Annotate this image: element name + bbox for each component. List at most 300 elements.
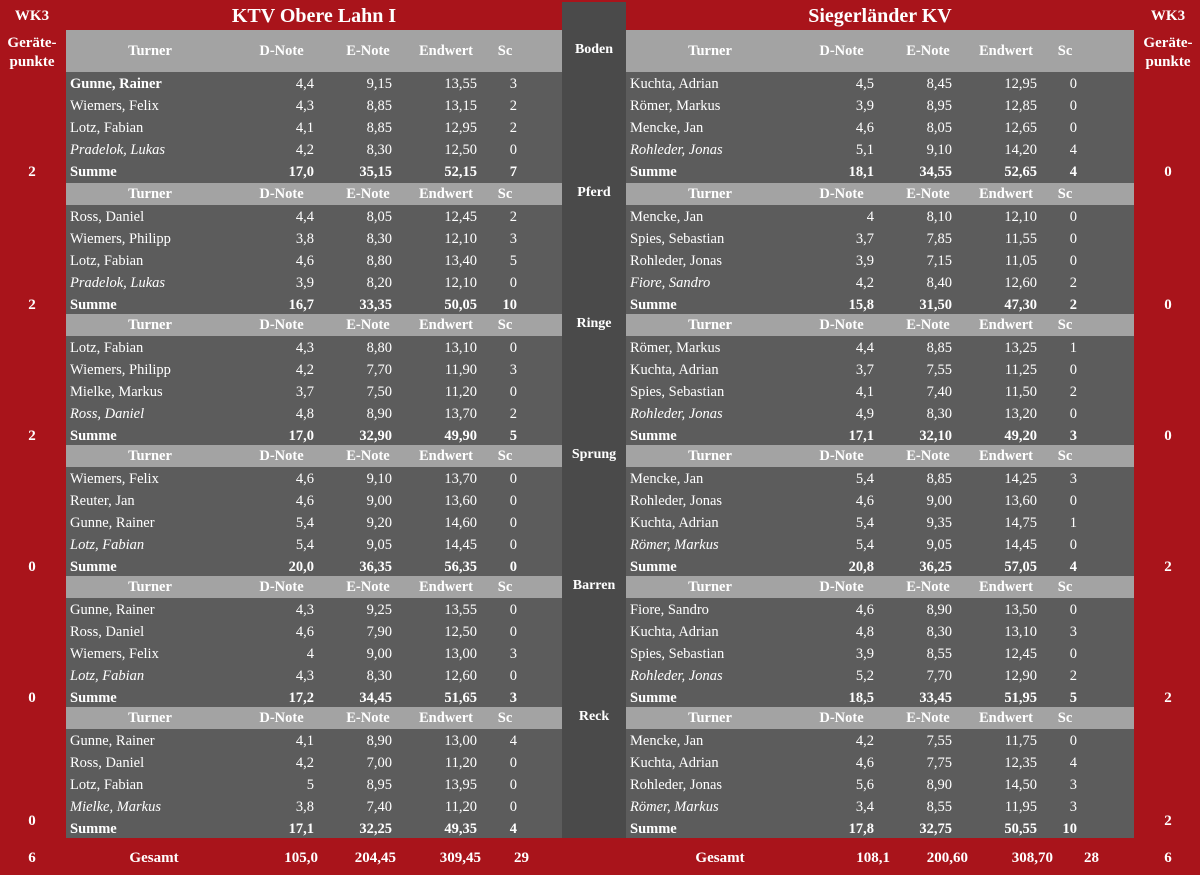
table-row [626,730,1134,752]
e-note-value: 8,55 [926,798,952,815]
table-row [66,599,562,621]
total-d-left: 105,0 [284,850,318,866]
summe-sc: 10 [502,296,517,313]
sc-value: 0 [1069,732,1077,749]
table-row [626,643,1134,665]
summe-e-note: 36,35 [359,558,392,575]
endwert-value: 12,10 [1004,208,1037,225]
sc-value: 0 [509,470,517,487]
apparatus-name: Sprung [571,447,617,462]
sc-value: 0 [509,536,517,553]
column-header-sc: Sc [1057,316,1073,333]
table-row [626,73,1134,95]
gymnast-name: Rohleder, Jonas [630,141,723,158]
column-header-turner: Turner [128,185,172,202]
e-note-value: 7,90 [366,623,392,640]
d-note-value: 3,7 [855,361,874,378]
gymnast-name: Römer, Markus [630,536,719,553]
column-header-e-note: E-Note [346,42,390,59]
e-note-value: 9,00 [366,645,392,662]
summe-label: Summe [630,163,677,180]
sc-value: 0 [1069,230,1077,247]
e-note-value: 8,55 [926,645,952,662]
column-header-turner: Turner [128,316,172,333]
table-row [66,512,562,534]
sc-value: 5 [509,252,517,269]
e-note-value: 9,00 [366,492,392,509]
geraetepunkte-line2: punkte [1145,54,1191,70]
geraetepunkte-label-right [1136,34,1200,72]
sc-value: 4 [509,732,517,749]
endwert-value: 11,50 [1004,383,1037,400]
sc-value: 2 [1069,274,1077,291]
table-row [626,665,1134,687]
d-note-value: 5,4 [855,470,874,487]
sc-value: 0 [1069,492,1077,509]
table-row [626,403,1134,425]
gymnast-name: Gunne, Rainer [70,75,162,92]
gymnast-name: Kuchta, Adrian [630,623,719,640]
endwert-value: 12,10 [444,274,477,291]
sc-value: 3 [1069,798,1077,815]
summe-d-note: 18,1 [848,163,874,180]
total-points-left: 6 [28,850,36,866]
e-note-value: 8,40 [926,274,952,291]
table-row [66,228,562,250]
column-header-sc: Sc [497,42,513,59]
endwert-value: 13,55 [444,75,477,92]
gymnast-name: Mencke, Jan [630,119,704,136]
endwert-value: 12,95 [444,119,477,136]
gymnast-name: Reuter, Jan [70,492,135,509]
summe-row [66,294,562,316]
d-note-value: 3,7 [295,383,314,400]
column-header-d-note: D-Note [259,42,304,59]
column-header-e-note: E-Note [906,42,950,59]
endwert-value: 14,60 [444,514,477,531]
endwert-value: 11,20 [444,754,477,771]
endwert-value: 13,60 [444,492,477,509]
gymnast-name: Wiemers, Felix [70,97,159,114]
e-note-value: 7,55 [926,361,952,378]
table-row [66,139,562,161]
column-header-endwert: Endwert [979,447,1033,464]
d-note-value: 4,1 [295,732,314,749]
d-note-value: 4 [866,208,874,225]
d-note-value: 4,2 [295,361,314,378]
table-row [626,534,1134,556]
sc-value: 3 [1069,470,1077,487]
geraetepunkte-left: 0 [28,690,36,706]
column-header-d-note: D-Note [819,316,864,333]
column-header-sc: Sc [497,578,513,595]
sc-value: 0 [1069,119,1077,136]
column-header-e-note: E-Note [346,316,390,333]
gymnast-name: Fiore, Sandro [630,601,709,618]
summe-e-note: 36,25 [919,558,952,575]
column-header-d-note: D-Note [819,42,864,59]
d-note-value: 3,9 [295,274,314,291]
sc-value: 0 [509,141,517,158]
table-header-row [66,576,562,598]
summe-sc: 10 [1062,820,1077,837]
summe-endwert: 51,95 [1004,689,1037,706]
table-row [66,73,562,95]
sc-value: 0 [1069,405,1077,422]
summe-d-note: 17,8 [848,820,874,837]
table-header-row [626,707,1134,729]
summe-e-note: 35,15 [359,163,392,180]
e-note-value: 8,95 [366,776,392,793]
e-note-value: 8,85 [366,119,392,136]
gymnast-name: Gunne, Rainer [70,601,155,618]
sc-value: 0 [509,601,517,618]
d-note-value: 4,6 [855,492,874,509]
sc-value: 0 [1069,601,1077,618]
table-header-row [66,314,562,336]
endwert-value: 12,35 [1004,754,1037,771]
table-row [626,599,1134,621]
e-note-value: 7,75 [926,754,952,771]
summe-endwert: 49,20 [1004,427,1037,444]
sc-value: 0 [509,383,517,400]
endwert-value: 11,90 [444,361,477,378]
e-note-value: 8,90 [926,601,952,618]
sc-value: 3 [1069,776,1077,793]
summe-d-note: 17,1 [848,427,874,444]
endwert-value: 13,55 [444,601,477,618]
endwert-value: 12,85 [1004,97,1037,114]
sc-value: 0 [1069,75,1077,92]
geraetepunkte-right: 0 [1164,428,1172,444]
sc-value: 0 [509,623,517,640]
table-row [66,250,562,272]
d-note-value: 4,4 [855,339,874,356]
gymnast-name: Gunne, Rainer [70,732,155,749]
column-header-turner: Turner [688,578,732,595]
endwert-value: 11,20 [444,383,477,400]
sc-value: 3 [1069,623,1077,640]
summe-sc: 7 [509,163,517,180]
summe-row [626,556,1134,578]
summe-e-note: 31,50 [919,296,952,313]
table-header-row [626,445,1134,467]
endwert-value: 13,00 [444,645,477,662]
summe-endwert: 49,90 [444,427,477,444]
column-header-turner: Turner [128,709,172,726]
e-note-value: 9,10 [366,470,392,487]
table-row [626,95,1134,117]
e-note-value: 7,40 [366,798,392,815]
total-w-left: 309,45 [439,850,481,866]
gymnast-name: Kuchta, Adrian [630,754,719,771]
e-note-value: 7,00 [366,754,392,771]
summe-label: Summe [70,427,117,444]
team-name-right: Siegerländer KV [808,5,952,27]
endwert-value: 14,50 [1004,776,1037,793]
table-header-row [66,183,562,205]
d-note-value: 3,7 [855,230,874,247]
apparatus-table-right [626,314,1134,445]
gymnast-name: Wiemers, Philipp [70,361,171,378]
d-note-value: 4,3 [295,601,314,618]
table-row [626,512,1134,534]
endwert-value: 13,70 [444,470,477,487]
gymnast-name: Mencke, Jan [630,470,704,487]
summe-d-note: 20,0 [288,558,314,575]
summe-endwert: 52,15 [444,163,477,180]
table-row [626,359,1134,381]
sc-value: 0 [1069,645,1077,662]
endwert-value: 13,95 [444,776,477,793]
endwert-value: 11,75 [1004,732,1037,749]
endwert-value: 14,25 [1004,470,1037,487]
e-note-value: 9,15 [366,75,392,92]
endwert-value: 14,45 [444,536,477,553]
d-note-value: 4,6 [855,754,874,771]
table-row [66,796,562,818]
e-note-value: 8,30 [366,141,392,158]
e-note-value: 8,85 [366,97,392,114]
d-note-value: 4,3 [295,97,314,114]
d-note-value: 3,4 [855,798,874,815]
table-header-row [66,707,562,729]
column-header-d-note: D-Note [259,709,304,726]
total-points-right: 6 [1164,850,1172,866]
gymnast-name: Mencke, Jan [630,208,704,225]
apparatus-table-left [66,576,562,707]
e-note-value: 8,30 [926,405,952,422]
summe-d-note: 16,7 [288,296,314,313]
total-e-left: 204,45 [354,850,396,866]
column-header-turner: Turner [128,578,172,595]
summe-d-note: 17,0 [288,163,314,180]
column-header-sc: Sc [1057,578,1073,595]
column-header-e-note: E-Note [906,447,950,464]
table-row [626,381,1134,403]
apparatus-name: Barren [572,578,616,593]
gymnast-name: Spies, Sebastian [630,645,725,662]
d-note-value: 5,4 [295,514,314,531]
sc-value: 0 [509,798,517,815]
geraetepunkte-left: 2 [28,164,36,180]
endwert-value: 13,15 [444,97,477,114]
column-header-turner: Turner [128,447,172,464]
column-header-turner: Turner [688,316,732,333]
gymnast-name: Lotz, Fabian [70,776,144,793]
gymnast-name: Lotz, Fabian [70,252,144,269]
wk-label-left: WK3 [14,8,50,24]
sc-value: 2 [1069,383,1077,400]
wk-label-right: WK3 [1150,8,1186,24]
endwert-value: 12,60 [1004,274,1037,291]
column-header-endwert: Endwert [419,578,473,595]
column-header-turner: Turner [688,447,732,464]
summe-row [66,687,562,709]
d-note-value: 4,6 [295,470,314,487]
e-note-value: 7,55 [926,732,952,749]
column-header-endwert: Endwert [979,42,1033,59]
endwert-value: 13,10 [444,339,477,356]
table-row [626,774,1134,796]
gymnast-name: Mielke, Markus [70,798,161,815]
d-note-value: 4,1 [295,119,314,136]
endwert-value: 12,65 [1004,119,1037,136]
column-header-sc: Sc [497,185,513,202]
d-note-value: 4,2 [295,141,314,158]
gymnast-name: Kuchta, Adrian [630,361,719,378]
geraetepunkte-right: 2 [1164,813,1172,829]
geraetepunkte-right: 0 [1164,164,1172,180]
column-header-e-note: E-Note [346,578,390,595]
sc-value: 3 [509,645,517,662]
e-note-value: 8,20 [366,274,392,291]
d-note-value: 4,8 [855,623,874,640]
apparatus-name: Ringe [576,316,612,331]
sc-value: 3 [509,230,517,247]
gymnast-name: Rohleder, Jonas [630,667,723,684]
e-note-value: 8,45 [926,75,952,92]
geraetepunkte-left: 0 [28,559,36,575]
sc-value: 0 [509,514,517,531]
d-note-value: 5 [306,776,314,793]
endwert-value: 12,50 [444,623,477,640]
summe-label: Summe [70,820,117,837]
summe-d-note: 20,8 [848,558,874,575]
column-header-endwert: Endwert [979,185,1033,202]
column-header-sc: Sc [497,447,513,464]
d-note-value: 4,2 [855,274,874,291]
total-w-right: 308,70 [1011,850,1053,866]
table-row [66,117,562,139]
summe-row [626,425,1134,447]
column-header-sc: Sc [1057,447,1073,464]
column-header-turner: Turner [688,185,732,202]
sc-value: 2 [509,208,517,225]
column-header-d-note: D-Note [259,316,304,333]
column-header-endwert: Endwert [979,316,1033,333]
gymnast-name: Kuchta, Adrian [630,514,719,531]
column-header-e-note: E-Note [906,709,950,726]
d-note-value: 5,1 [855,141,874,158]
d-note-value: 4,2 [295,754,314,771]
column-header-endwert: Endwert [419,42,473,59]
summe-endwert: 50,05 [444,296,477,313]
table-row [626,228,1134,250]
sc-value: 0 [1069,361,1077,378]
column-header-e-note: E-Note [906,578,950,595]
table-row [66,337,562,359]
sc-value: 0 [509,339,517,356]
geraetepunkte-left: 0 [28,813,36,829]
summe-row [626,818,1134,840]
endwert-value: 14,20 [1004,141,1037,158]
d-note-value: 4,4 [295,75,314,92]
column-header-e-note: E-Note [346,185,390,202]
geraetepunkte-line1: Geräte- [7,35,57,51]
column-header-turner: Turner [688,42,732,59]
summe-e-note: 33,45 [919,689,952,706]
e-note-value: 8,05 [926,119,952,136]
sc-value: 2 [509,405,517,422]
gymnast-name: Römer, Markus [630,798,719,815]
d-note-value: 4,6 [855,601,874,618]
e-note-value: 9,05 [926,536,952,553]
endwert-value: 12,45 [444,208,477,225]
column-header-turner: Turner [128,42,172,59]
e-note-value: 8,80 [366,339,392,356]
table-row [626,272,1134,294]
d-note-value: 4,6 [295,492,314,509]
e-note-value: 7,85 [926,230,952,247]
table-row [626,139,1134,161]
geraetepunkte-right: 2 [1164,690,1172,706]
summe-label: Summe [70,163,117,180]
table-row [66,774,562,796]
table-row [66,272,562,294]
e-note-value: 9,25 [366,601,392,618]
summe-endwert: 51,65 [444,689,477,706]
column-header-d-note: D-Note [819,185,864,202]
d-note-value: 4,8 [295,405,314,422]
e-note-value: 9,00 [926,492,952,509]
d-note-value: 5,2 [855,667,874,684]
d-note-value: 5,4 [295,536,314,553]
apparatus-table-left [66,183,562,314]
endwert-value: 13,60 [1004,492,1037,509]
column-header-endwert: Endwert [419,709,473,726]
sc-value: 0 [1069,536,1077,553]
column-header-endwert: Endwert [979,578,1033,595]
table-row [66,643,562,665]
table-row [66,468,562,490]
table-row [626,337,1134,359]
summe-endwert: 56,35 [444,558,477,575]
table-row [66,621,562,643]
column-header-e-note: E-Note [906,185,950,202]
e-note-value: 8,90 [926,776,952,793]
endwert-value: 12,50 [444,141,477,158]
table-row [626,117,1134,139]
summe-sc: 3 [509,689,517,706]
e-note-value: 7,70 [926,667,952,684]
d-note-value: 3,9 [855,252,874,269]
summe-endwert: 52,65 [1004,163,1037,180]
summe-sc: 5 [509,427,517,444]
table-header-row [626,314,1134,336]
summe-d-note: 18,5 [848,689,874,706]
d-note-value: 4,2 [855,732,874,749]
gymnast-name: Wiemers, Felix [70,470,159,487]
sc-value: 0 [509,492,517,509]
e-note-value: 9,35 [926,514,952,531]
d-note-value: 4,1 [855,383,874,400]
sc-value: 3 [509,361,517,378]
endwert-value: 12,45 [1004,645,1037,662]
endwert-value: 11,95 [1004,798,1037,815]
gymnast-name: Wiemers, Philipp [70,230,171,247]
d-note-value: 5,4 [855,514,874,531]
summe-label: Summe [630,820,677,837]
d-note-value: 3,9 [855,97,874,114]
column-header-endwert: Endwert [419,316,473,333]
table-row [66,359,562,381]
d-note-value: 4,6 [295,252,314,269]
apparatus-table-left [66,445,562,576]
e-note-value: 8,80 [366,252,392,269]
column-header-d-note: D-Note [259,447,304,464]
e-note-value: 8,90 [366,732,392,749]
